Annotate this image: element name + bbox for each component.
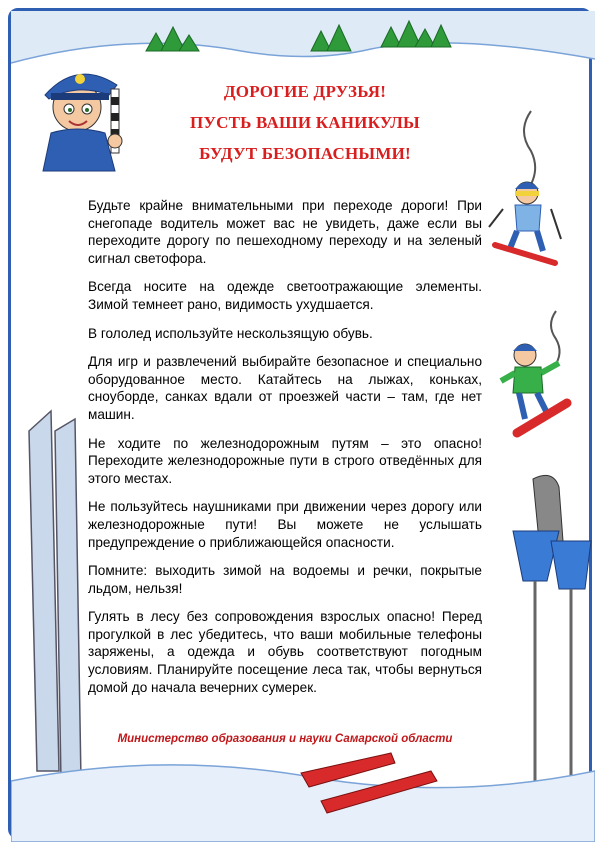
tip-paragraph: Помните: выходить зимой на водоемы и речки, покрытые льдом, нельзя! <box>88 563 482 596</box>
tip-paragraph: Гулять в лесу без сопровождения взрослых опасно! Перед прогулкой в лес убедитесь, что ваши мобильные телефоны заряжены, а одежда и обувь соответствуют погодным условиям. Планируйте посещение леса так, чтобы вернуться домой до начала вечерних сумерек. <box>88 609 482 695</box>
headline-line-3: БУДУТ БЕЗОПАСНЫМИ! <box>199 144 411 163</box>
headline-line-1: ДОРОГИЕ ДРУЗЬЯ! <box>223 82 387 101</box>
tip-paragraph: Не пользуйтесь наушниками при движении через дорогу или железнодорожные пути! Вы можете не услышать предупреждение о приближающейся опасности. <box>88 499 482 550</box>
skis-icon <box>29 411 81 781</box>
safety-tips <box>88 197 482 707</box>
ministry-signature: Министерство образования и науки Самарской области <box>117 733 453 745</box>
ski-poles-icon <box>513 475 591 791</box>
skier-icon <box>489 182 561 263</box>
headline <box>140 76 470 169</box>
tip-paragraph: Для игр и развлечений выбирайте безопасное и специально оборудованное место. Катайтесь на лыжах, коньках, сноуборде, санках вдали от проезжей части – там, где нет машин. <box>88 354 482 422</box>
tip-paragraph: Всегда носите на одежде светоотражающие элементы. Зимой темнеет рано, видимость ухудшается. <box>88 279 482 312</box>
traffic-officer-icon <box>43 74 122 171</box>
tip-paragraph: В гололед используйте нескользящую обувь. <box>88 325 373 341</box>
tip-paragraph: Будьте крайне внимательными при переходе дороги! При снегопаде водитель может вас не увидеть, даже если вы переходите дорогу по пешеходному переходу и на зеленый сигнал светофора. <box>88 198 482 266</box>
snowboarder-icon <box>501 344 567 433</box>
tip-paragraph: Не ходите по железнодорожным путям – это опасно! Переходите железнодорожные пути в строго отведённых для этого местах. <box>88 435 482 486</box>
headline-line-2: ПУСТЬ ВАШИ КАНИКУЛЫ <box>190 113 420 132</box>
